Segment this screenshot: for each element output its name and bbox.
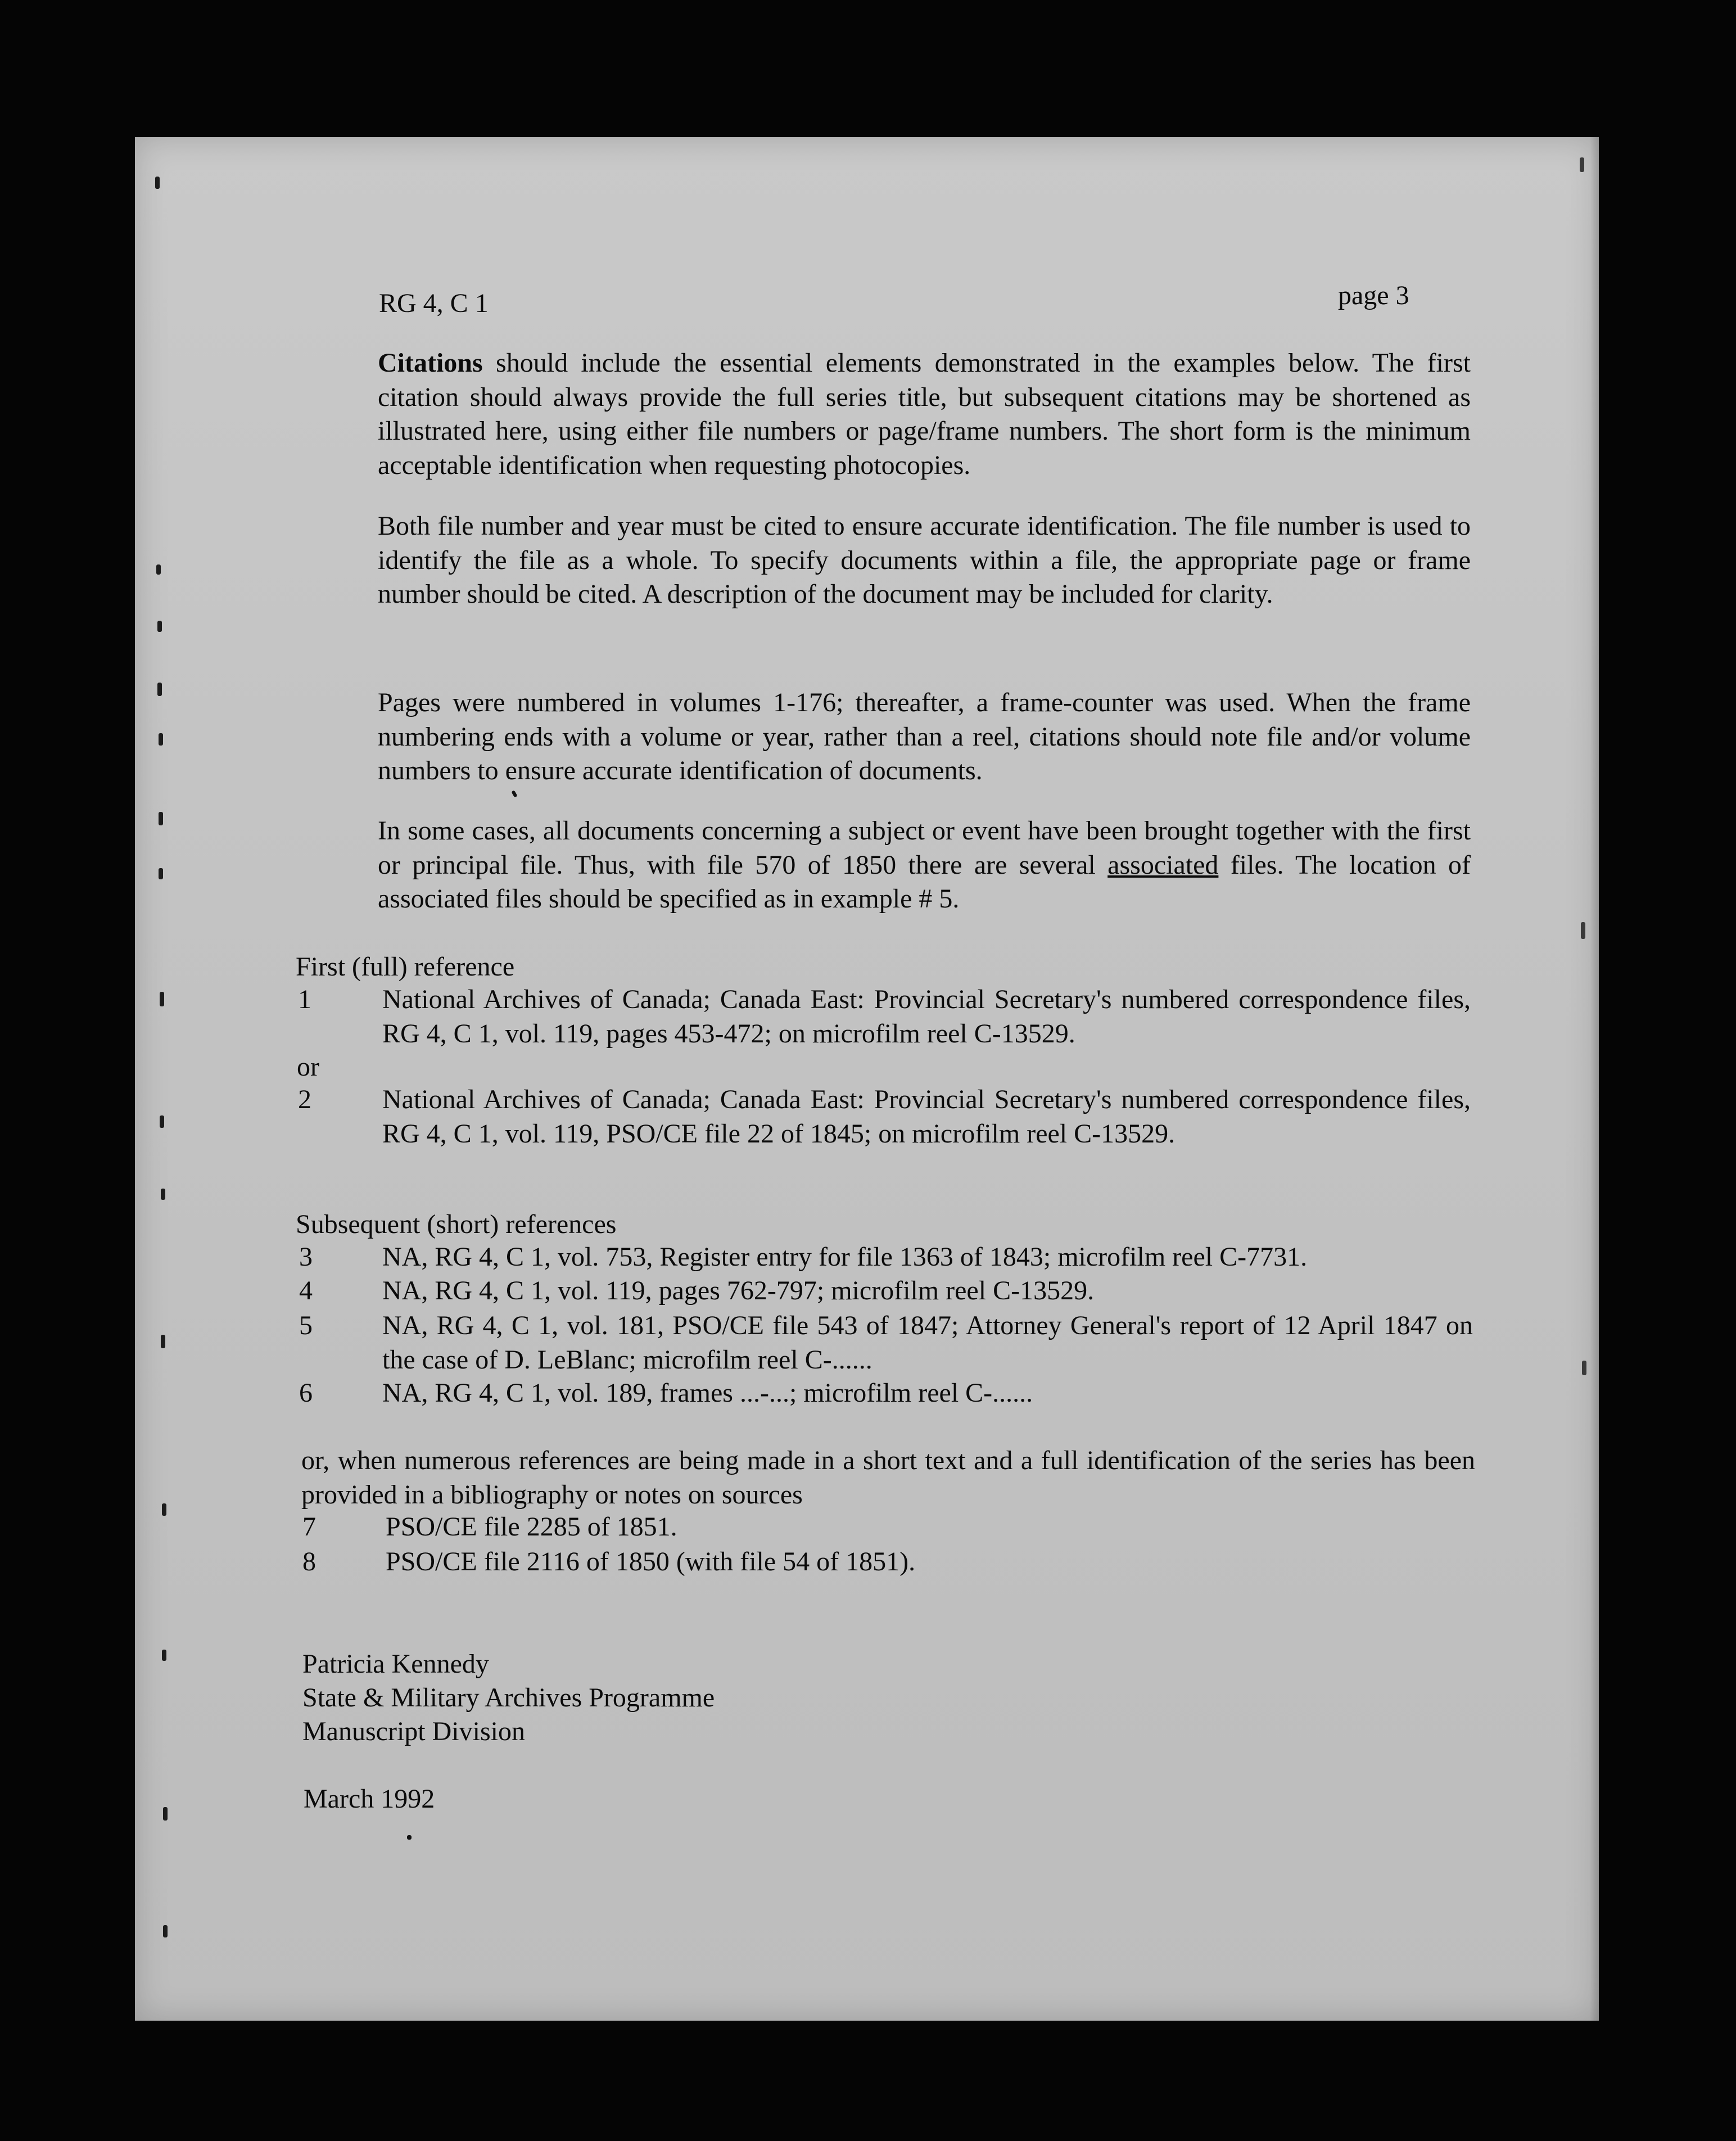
margin-mark (162, 1503, 166, 1516)
reference-number-1: 1 (298, 984, 311, 1014)
margin-mark (161, 1189, 165, 1200)
margin-mark (156, 564, 161, 575)
reference-3-text: NA, RG 4, C 1, vol. 753, Register entry for file 1363 of 1843; microfilm reel C-7731. (382, 1242, 1308, 1272)
reference-4-text: NA, RG 4, C 1, vol. 119, pages 762-797; microfilm reel C-13529. (382, 1276, 1095, 1306)
margin-mark (155, 177, 160, 189)
reference-2-text: National Archives of Canada; Canada East: Provincial Secretary's numbered correspondence files, RG 4, C 1, vol. 119, PSO/CE file 22 of 1845; on microfilm reel C-13529. (382, 1085, 1471, 1149)
associated-underlined-word: associated (1107, 850, 1219, 880)
reference-7-text: PSO/CE file 2285 of 1851. (386, 1512, 677, 1542)
stray-mark (511, 790, 517, 797)
paragraph-associated (378, 814, 1471, 916)
paragraph-file-number: Both file number and year must be cited to ensure accurate identification. The file number is used to identify the file as a whole. To specify documents within a file, the appropriate page or frame number should be cited. A description of the document may be included for clarity. (378, 511, 1471, 609)
header-series-code: RG 4, C 1 (379, 288, 489, 318)
margin-mark (159, 812, 163, 825)
alternate-intro: or, when numerous references are being made in a short text and a full identification of the series has been provided in a bibliography or notes on sources (301, 1446, 1475, 1510)
first-reference-heading: First (full) reference (296, 952, 515, 982)
paragraph-pages: Pages were numbered in volumes 1-176; thereafter, a frame-counter was used. When the frame numbering ends with a volume or year, rather than a reel, citations should note file and/or volume numbers to ensure accurate identification of documents. (378, 688, 1471, 785)
reference-number-6: 6 (299, 1378, 313, 1408)
margin-mark (159, 733, 163, 746)
citations-body: should include the essential elements demonstrated in the examples below. The first citation should always provide the full series title, but subsequent citations may be shortened as illustrated here, using either file numbers or page/frame numbers. The short form is the minimum acceptable identification when requesting photocopies. (378, 348, 1471, 480)
margin-mark (162, 1650, 166, 1661)
reference-number-4: 4 (299, 1276, 313, 1306)
reference-5-text: NA, RG 4, C 1, vol. 181, PSO/CE file 543 of 1847; Attorney General's report of 12 April 1847 on the case of D. LeBlanc; microfilm reel C-...... (382, 1311, 1473, 1375)
margin-mark (160, 1115, 164, 1128)
stray-mark (407, 1835, 412, 1840)
document-page (135, 137, 1599, 2021)
page-edge-shadow (1590, 137, 1599, 2021)
film-edge-mark (1581, 922, 1585, 939)
header-page-number: page 3 (1338, 281, 1409, 310)
margin-mark (160, 992, 164, 1006)
author-programme: State & Military Archives Programme (302, 1683, 715, 1713)
citations-lead: Citations (378, 348, 483, 378)
margin-mark (163, 1807, 168, 1821)
margin-mark (161, 1335, 165, 1348)
reference-number-2: 2 (298, 1085, 311, 1114)
reference-8-text: PSO/CE file 2116 of 1850 (with file 54 of 1851). (386, 1547, 916, 1577)
author-name: Patricia Kennedy (302, 1649, 489, 1679)
margin-mark (157, 683, 162, 696)
reference-number-3: 3 (299, 1242, 313, 1272)
document-date: March 1992 (304, 1784, 435, 1814)
film-edge-mark (1582, 1361, 1586, 1375)
margin-mark (159, 868, 163, 879)
reference-number-5: 5 (299, 1311, 313, 1340)
margin-mark (157, 621, 162, 632)
margin-mark (163, 1925, 168, 1937)
reference-number-8: 8 (302, 1547, 316, 1577)
associated-text-after: files. The location of associated files should be specified as in example # 5. (378, 850, 1471, 914)
reference-separator-or: or (297, 1052, 319, 1082)
subsequent-references-heading: Subsequent (short) references (296, 1209, 617, 1239)
film-edge-mark (1580, 157, 1584, 172)
author-division: Manuscript Division (302, 1717, 525, 1746)
paragraph-citations (378, 346, 1471, 482)
associated-text-before: In some cases, all documents concerning a subject or event have been brought together with the first or principal file. Thus, with file 570 of 1850 there are several (378, 816, 1471, 880)
reference-1-text: National Archives of Canada; Canada East: Provincial Secretary's numbered correspondence files, RG 4, C 1, vol. 119, pages 453-472; on microfilm reel C-13529. (382, 984, 1471, 1049)
reference-6-text: NA, RG 4, C 1, vol. 189, frames ...-...; microfilm reel C-...... (382, 1378, 1033, 1408)
reference-number-7: 7 (302, 1512, 316, 1542)
